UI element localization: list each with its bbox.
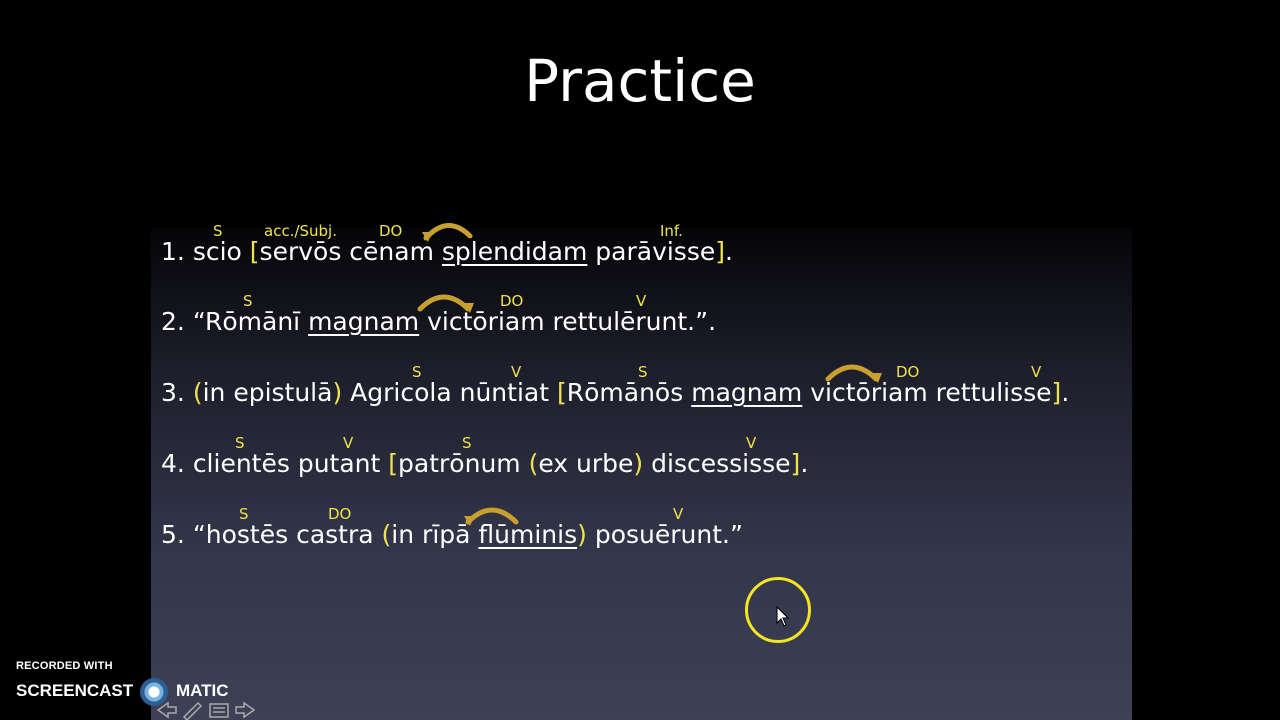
line-number: 4. [161, 449, 185, 478]
paren-close: ) [633, 449, 644, 478]
sentence-text: discessisse [651, 449, 791, 478]
annotation-subject: S [243, 292, 253, 310]
sentence-text: victōriam rettulērunt.”. [427, 307, 717, 336]
annotation-subject: S [235, 434, 245, 452]
sentence-text: posuērunt.” [594, 520, 743, 549]
nav-forward-icon[interactable] [236, 703, 254, 717]
sentence-text: clientēs putant [192, 449, 381, 478]
slide-navigation-controls[interactable] [154, 700, 258, 720]
sentence-line-3 [161, 378, 1069, 408]
period: . [1061, 378, 1070, 407]
period: . [800, 449, 809, 478]
annotation-direct-object: DO [379, 222, 403, 240]
bracket-open: [ [556, 378, 567, 407]
annotation-verb: V [511, 363, 522, 381]
pen-icon[interactable] [184, 703, 201, 720]
annotation-subject: S [638, 363, 648, 381]
annotation-subject: S [412, 363, 422, 381]
bracket-close: ] [715, 237, 726, 266]
annotation-verb: V [746, 434, 757, 452]
annotation-direct-object: DO [500, 292, 524, 310]
screencast-watermark [16, 660, 256, 720]
watermark-brand-right: MATIC [176, 681, 229, 700]
sentence-text: in epistulā [202, 378, 333, 407]
paren-open: ( [381, 520, 392, 549]
period: . [725, 237, 733, 266]
underlined-adjective: magnam [308, 307, 420, 336]
annotation-verb: V [343, 434, 354, 452]
underlined-noun: flūminis [478, 520, 578, 549]
sentence-line-5 [161, 520, 743, 550]
menu-icon[interactable] [210, 704, 228, 717]
mouse-pointer-icon [776, 606, 790, 628]
annotation-direct-object: DO [328, 505, 352, 523]
sentence-text: Rōmānōs [566, 378, 684, 407]
line-number: 3. [161, 378, 185, 407]
bracket-close: ] [790, 449, 801, 478]
sentence-text: “Rōmānī [192, 307, 301, 336]
annotation-subject: S [213, 222, 223, 240]
bracket-open: [ [388, 449, 399, 478]
sentence-text: patrōnum [398, 449, 521, 478]
bracket-open: [ [249, 237, 260, 266]
bracket-close: ] [1051, 378, 1062, 407]
annotation-subject: S [462, 434, 472, 452]
sentence-text: scio [192, 237, 242, 266]
annotation-acc-subj: acc./Subj. [264, 222, 337, 240]
paren-close: ) [577, 520, 587, 549]
line-number: 1. [161, 237, 185, 266]
annotation-direct-object: DO [896, 363, 920, 381]
annotation-infinitive: Inf. [660, 222, 683, 240]
paren-open: ( [528, 449, 539, 478]
line-number: 2. [161, 307, 185, 336]
underlined-adjective: magnam [691, 378, 803, 407]
sentence-text: servōs cēnam [259, 237, 434, 266]
slide-title: Practice [524, 47, 756, 115]
sentence-line-1 [161, 237, 733, 267]
paren-open: ( [192, 378, 203, 407]
watermark-brand-left: SCREENCAST [16, 681, 134, 700]
sentence-text: victōriam rettulisse [810, 378, 1052, 407]
sentence-text: ex urbe [538, 449, 634, 478]
sentence-text: Agricola nūntiat [350, 378, 550, 407]
annotation-verb: V [1031, 363, 1042, 381]
nav-back-icon[interactable] [158, 703, 176, 717]
watermark-recorded-with: RECORDED WITH [16, 660, 113, 672]
annotation-verb: V [673, 505, 684, 523]
paren-close: ) [332, 378, 343, 407]
sentence-line-2 [161, 307, 716, 337]
underlined-adjective: splendidam [441, 237, 588, 266]
line-number: 5. [161, 520, 185, 549]
annotation-verb: V [636, 292, 647, 310]
sentence-line-4 [161, 449, 808, 479]
annotation-subject: S [239, 505, 249, 523]
sentence-text: in rīpā [391, 520, 471, 549]
sentence-text: parāvisse [595, 237, 716, 266]
sentence-text: “hostēs castra [192, 520, 374, 549]
